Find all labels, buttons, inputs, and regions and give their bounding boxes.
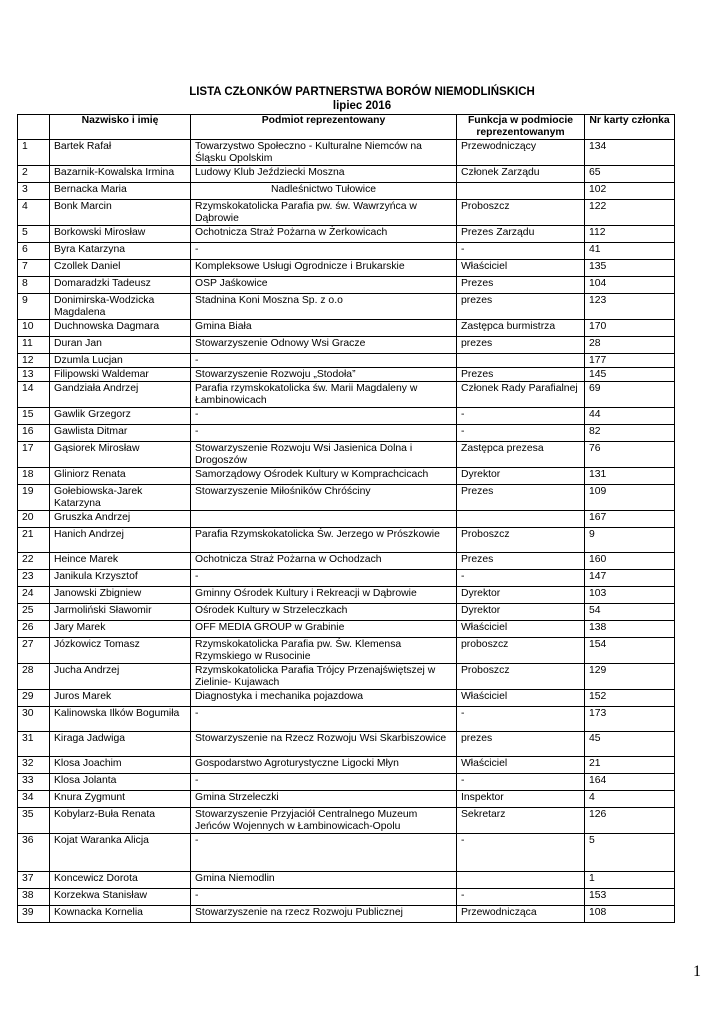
member-name: Borkowski Mirosław [50,226,191,243]
member-card-number: 138 [585,621,675,638]
member-card-number: 177 [585,354,675,368]
member-role [457,354,585,368]
member-name: Knura Zygmunt [50,791,191,808]
table-row [18,243,675,260]
member-card-number: 28 [585,337,675,354]
row-number: 5 [18,226,50,243]
member-role: Przewodnicząca [457,906,585,923]
table-row [18,872,675,889]
table-row [18,553,675,570]
member-card-number: 103 [585,587,675,604]
table-row [18,834,675,872]
member-name: Byra Katarzyna [50,243,191,260]
member-name: Domaradzki Tadeusz [50,277,191,294]
row-number: 22 [18,553,50,570]
member-entity: Stowarzyszenie Rozwoju „Stodoła” [191,368,457,382]
member-card-number: 76 [585,442,675,468]
member-entity: Stowarzyszenie Przyjaciół Centralnego Muzeum Jeńców Wojennych w Łambinowicach-Opolu [191,808,457,834]
member-entity: Rzymskokatolicka Parafia pw. Św. Klemensa Rzymskiego w Rusocinie [191,638,457,664]
member-card-number: 45 [585,732,675,757]
row-number: 36 [18,834,50,872]
member-name: Korzekwa Stanisław [50,889,191,906]
member-name: Klosa Jolanta [50,774,191,791]
members-table-body [18,140,675,923]
row-number: 6 [18,243,50,260]
member-card-number: 173 [585,707,675,732]
member-role: Proboszcz [457,528,585,553]
member-role: Dyrektor [457,587,585,604]
table-row [18,468,675,485]
member-entity: Gospodarstwo Agroturystyczne Ligocki Młyn [191,757,457,774]
member-entity: - [191,354,457,368]
header-number [18,115,50,140]
table-row [18,200,675,226]
member-name: Gołebiowska-Jarek Katarzyna [50,485,191,511]
member-role: Zastępca burmistrza [457,320,585,337]
member-entity: Stowarzyszenie Odnowy Wsi Gracze [191,337,457,354]
member-role [457,511,585,528]
member-card-number: 41 [585,243,675,260]
row-number: 14 [18,382,50,408]
member-entity: - [191,408,457,425]
table-row [18,382,675,408]
member-role: Prezes [457,368,585,382]
member-card-number: 5 [585,834,675,872]
table-row [18,791,675,808]
member-name: Gawlik Grzegorz [50,408,191,425]
row-number: 29 [18,690,50,707]
member-name: Duran Jan [50,337,191,354]
member-role: proboszcz [457,638,585,664]
member-name: Kojat Waranka Alicja [50,834,191,872]
member-card-number: 21 [585,757,675,774]
header-role: Funkcja w podmiocie reprezentowanym [457,115,585,140]
member-entity: - [191,774,457,791]
row-number: 7 [18,260,50,277]
member-role: - [457,408,585,425]
table-row [18,277,675,294]
row-number: 25 [18,604,50,621]
member-name: Gliniorz Renata [50,468,191,485]
row-number: 39 [18,906,50,923]
member-role: prezes [457,337,585,354]
table-row [18,183,675,200]
member-name: Jary Marek [50,621,191,638]
member-name: Janowski Zbigniew [50,587,191,604]
member-role: Członek Rady Parafialnej [457,382,585,408]
member-role: - [457,425,585,442]
member-role: Właściciel [457,690,585,707]
member-entity: Stowarzyszenie na Rzecz Rozwoju Wsi Skarbiszowice [191,732,457,757]
table-row [18,757,675,774]
table-row [18,587,675,604]
row-number: 35 [18,808,50,834]
row-number: 15 [18,408,50,425]
member-card-number: 104 [585,277,675,294]
member-role: Dyrektor [457,604,585,621]
member-role: Proboszcz [457,664,585,690]
member-role: Sekretarz [457,808,585,834]
row-number: 1 [18,140,50,166]
table-row [18,368,675,382]
member-entity: Diagnostyka i mechanika pojazdowa [191,690,457,707]
member-entity: - [191,425,457,442]
member-entity: Ośrodek Kultury w Strzeleczkach [191,604,457,621]
member-card-number: 9 [585,528,675,553]
member-role: Przewodniczący [457,140,585,166]
member-name: Kobylarz-Buła Renata [50,808,191,834]
member-name: Juros Marek [50,690,191,707]
table-row [18,485,675,511]
member-role: prezes [457,294,585,320]
table-row [18,320,675,337]
member-entity [191,511,457,528]
table-row [18,604,675,621]
member-role: - [457,570,585,587]
member-card-number: 170 [585,320,675,337]
member-role: Prezes [457,553,585,570]
member-entity: Gmina Biała [191,320,457,337]
row-number: 21 [18,528,50,553]
member-role: Zastępca prezesa [457,442,585,468]
member-name: Dzumla Lucjan [50,354,191,368]
table-row [18,664,675,690]
member-name: Czollek Daniel [50,260,191,277]
member-card-number: 134 [585,140,675,166]
member-card-number: 108 [585,906,675,923]
member-card-number: 1 [585,872,675,889]
row-number: 23 [18,570,50,587]
member-role: Prezes Zarządu [457,226,585,243]
row-number: 4 [18,200,50,226]
member-card-number: 112 [585,226,675,243]
table-row [18,442,675,468]
member-card-number: 147 [585,570,675,587]
document-title-line1: LISTA CZŁONKÓW PARTNERSTWA BORÓW NIEMODLIŃSKICH [189,86,535,98]
member-name: Hanich Andrzej [50,528,191,553]
member-entity: Stowarzyszenie Rozwoju Wsi Jasienica Dolna i Drogoszów [191,442,457,468]
row-number: 10 [18,320,50,337]
document-subtitle-date: lipiec 2016 [332,100,392,112]
row-number: 11 [18,337,50,354]
table-row [18,808,675,834]
member-entity: - [191,707,457,732]
member-card-number: 109 [585,485,675,511]
member-entity: OFF MEDIA GROUP w Grabinie [191,621,457,638]
member-name: Bartek Rafał [50,140,191,166]
member-entity: Kompleksowe Usługi Ogrodnicze i Brukarskie [191,260,457,277]
row-number: 16 [18,425,50,442]
page-number: 1 [693,963,701,980]
table-row [18,511,675,528]
member-entity: Rzymskokatolicka Parafia pw. św. Wawrzyńca w Dąbrowie [191,200,457,226]
row-number: 2 [18,166,50,183]
table-row [18,889,675,906]
table-row [18,337,675,354]
member-role: Dyrektor [457,468,585,485]
member-role: Inspektor [457,791,585,808]
member-name: Duchnowska Dagmara [50,320,191,337]
member-name: Gąsiorek Mirosław [50,442,191,468]
member-entity: Ochotnicza Straż Pożarna w Żerkowicach [191,226,457,243]
table-row [18,425,675,442]
member-name: Gawlista Ditmar [50,425,191,442]
row-number: 17 [18,442,50,468]
member-card-number: 54 [585,604,675,621]
member-card-number: 102 [585,183,675,200]
member-entity: Samorządowy Ośrodek Kultury w Komprachcicach [191,468,457,485]
row-number: 28 [18,664,50,690]
row-number: 3 [18,183,50,200]
table-row [18,528,675,553]
member-card-number: 123 [585,294,675,320]
member-entity: Towarzystwo Społeczno - Kulturalne Niemców na Śląsku Opolskim [191,140,457,166]
member-name: Donimirska-Wodzicka Magdalena [50,294,191,320]
header-entity: Podmiot reprezentowany [191,115,457,140]
member-card-number: 65 [585,166,675,183]
document-title [0,85,724,113]
row-number: 27 [18,638,50,664]
member-entity: Parafia rzymskokatolicka św. Marii Magdaleny w Łambinowicach [191,382,457,408]
member-name: Kownacka Kornelia [50,906,191,923]
table-row [18,408,675,425]
row-number: 33 [18,774,50,791]
row-number: 9 [18,294,50,320]
row-number: 8 [18,277,50,294]
member-name: Klosa Joachim [50,757,191,774]
member-name: Bernacka Maria [50,183,191,200]
member-card-number: 164 [585,774,675,791]
member-name: Koncewicz Dorota [50,872,191,889]
row-number: 20 [18,511,50,528]
member-entity: Parafia Rzymskokatolicka Św. Jerzego w Prószkowie [191,528,457,553]
members-table [17,114,675,923]
member-card-number: 126 [585,808,675,834]
table-row [18,621,675,638]
member-card-number: 145 [585,368,675,382]
row-number: 19 [18,485,50,511]
member-card-number: 69 [585,382,675,408]
member-name: Jarmoliński Sławomir [50,604,191,621]
member-entity: - [191,243,457,260]
member-name: Janikula Krzysztof [50,570,191,587]
member-role: Prezes [457,485,585,511]
member-card-number: 152 [585,690,675,707]
member-entity: - [191,834,457,872]
member-role: Właściciel [457,260,585,277]
member-role: - [457,707,585,732]
member-card-number: 82 [585,425,675,442]
table-row [18,226,675,243]
member-card-number: 160 [585,553,675,570]
member-name: Bonk Marcin [50,200,191,226]
table-row [18,570,675,587]
row-number: 34 [18,791,50,808]
table-row [18,140,675,166]
member-name: Jucha Andrzej [50,664,191,690]
table-row [18,906,675,923]
table-row [18,294,675,320]
row-number: 12 [18,354,50,368]
member-name: Filipowski Waldemar [50,368,191,382]
member-entity: Gminny Ośrodek Kultury i Rekreacji w Dąbrowie [191,587,457,604]
header-name: Nazwisko i imię [50,115,191,140]
member-role [457,183,585,200]
table-row [18,732,675,757]
member-card-number: 167 [585,511,675,528]
row-number: 38 [18,889,50,906]
member-entity: Rzymskokatolicka Parafia Trójcy Przenajświętszej w Zielinie- Kujawach [191,664,457,690]
member-entity: OSP Jaśkowice [191,277,457,294]
member-entity: - [191,570,457,587]
member-entity: Stowarzyszenie na rzecz Rozwoju Publicznej [191,906,457,923]
row-number: 18 [18,468,50,485]
member-entity: Stowarzyszenie Miłośników Chróściny [191,485,457,511]
member-entity: - [191,889,457,906]
table-row [18,774,675,791]
member-entity: Ludowy Klub Jeździecki Moszna [191,166,457,183]
member-role: Proboszcz [457,200,585,226]
table-header-row [18,115,675,140]
table-row [18,260,675,277]
member-role: Prezes [457,277,585,294]
member-role: Właściciel [457,757,585,774]
member-card-number: 153 [585,889,675,906]
table-row [18,690,675,707]
row-number: 26 [18,621,50,638]
member-role: Właściciel [457,621,585,638]
row-number: 13 [18,368,50,382]
row-number: 30 [18,707,50,732]
member-card-number: 135 [585,260,675,277]
member-entity: Nadleśnictwo Tułowice [191,183,457,200]
row-number: 24 [18,587,50,604]
table-row [18,354,675,368]
member-card-number: 44 [585,408,675,425]
header-card-number: Nr karty członka [585,115,675,140]
member-entity: Ochotnicza Straż Pożarna w Ochodzach [191,553,457,570]
member-name: Gruszka Andrzej [50,511,191,528]
member-card-number: 129 [585,664,675,690]
member-role: - [457,774,585,791]
member-role: - [457,834,585,872]
member-entity: Stadnina Koni Moszna Sp. z o.o [191,294,457,320]
member-role: - [457,889,585,906]
member-name: Kiraga Jadwiga [50,732,191,757]
member-name: Kalinowska Ilków Bogumiła [50,707,191,732]
member-card-number: 154 [585,638,675,664]
member-entity: Gmina Niemodlin [191,872,457,889]
member-entity: Gmina Strzeleczki [191,791,457,808]
member-card-number: 4 [585,791,675,808]
member-role: prezes [457,732,585,757]
row-number: 31 [18,732,50,757]
member-name: Józkowicz Tomasz [50,638,191,664]
table-row [18,638,675,664]
table-row [18,707,675,732]
member-role: - [457,243,585,260]
member-name: Gandziała Andrzej [50,382,191,408]
member-card-number: 131 [585,468,675,485]
table-row [18,166,675,183]
member-name: Heince Marek [50,553,191,570]
member-role [457,872,585,889]
member-role: Członek Zarządu [457,166,585,183]
member-card-number: 122 [585,200,675,226]
member-name: Bazarnik-Kowalska Irmina [50,166,191,183]
row-number: 37 [18,872,50,889]
row-number: 32 [18,757,50,774]
